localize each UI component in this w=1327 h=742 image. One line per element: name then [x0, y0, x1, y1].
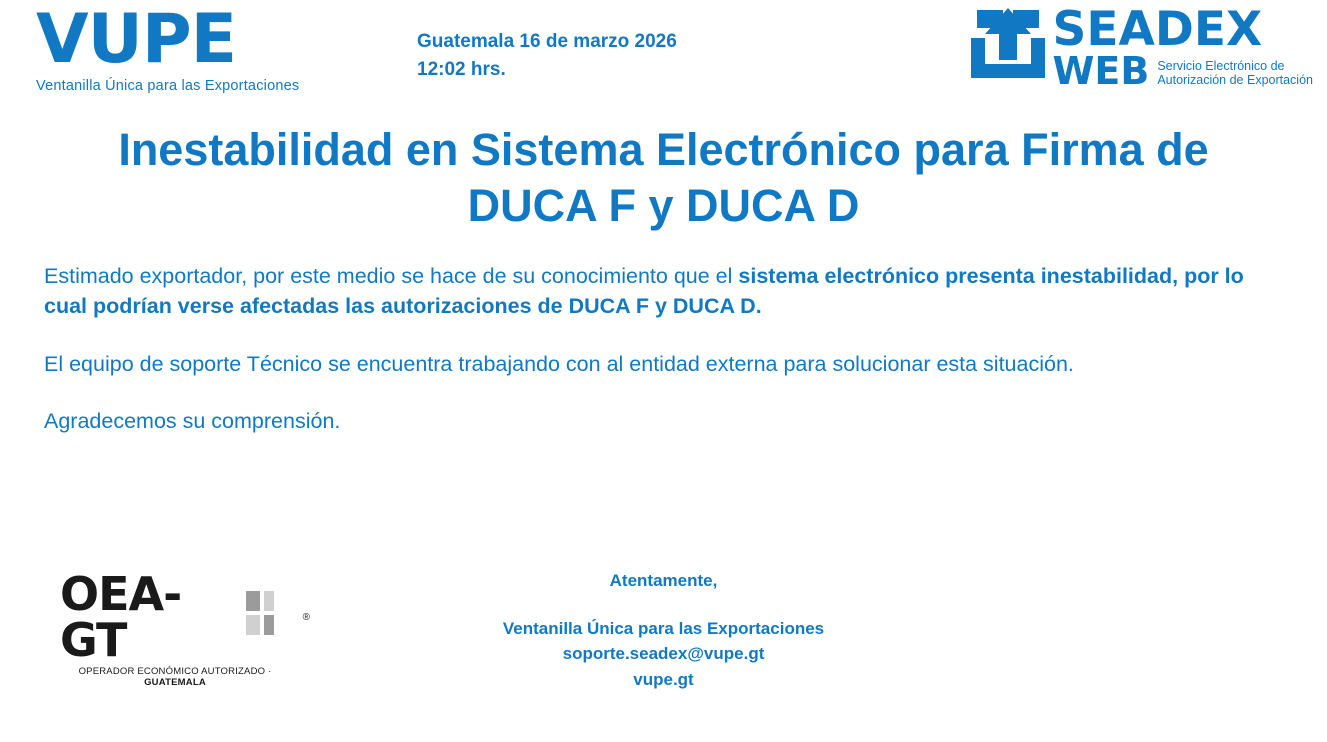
- vupe-logo: [36, 0, 336, 94]
- seadex-tagline: [1157, 59, 1313, 88]
- seadex-web-row: [1052, 48, 1314, 93]
- seadex-wordmark-row: [1052, 2, 1314, 57]
- seadex-tagline-line2: Autorización de Exportación: [1157, 73, 1313, 88]
- seadex-web-word: WEB: [1052, 48, 1150, 93]
- seadex-wordmark: SEADEX: [1052, 2, 1263, 57]
- signature-organization: Ventanilla Única para las Exportaciones: [502, 618, 825, 638]
- signature-email[interactable]: soporte.seadex@vupe.gt: [562, 644, 765, 663]
- announcement-body: [44, 261, 1283, 437]
- page-header: [0, 0, 1327, 108]
- seadex-tagline-line1: Servicio Electrónico de: [1157, 58, 1285, 73]
- oea-wordmark: OEA-GT: [60, 567, 182, 667]
- seadex-text-block: [1052, 2, 1314, 93]
- paragraph-3: Agradecemos su comprensión.: [44, 409, 341, 434]
- signature-salutation: Atentamente,: [609, 571, 718, 590]
- page-title: Inestabilidad en Sistema Electrónico para Firma de DUCA F y DUCA D: [118, 124, 1209, 232]
- page-footer: [0, 567, 1327, 716]
- vupe-wordmark: VUPE: [36, 0, 237, 79]
- paragraph-1: [44, 261, 1283, 322]
- date-line: Guatemala 16 de marzo 2026: [417, 31, 677, 52]
- oea-caption-bold: GUATEMALA: [144, 677, 206, 688]
- signature-website[interactable]: vupe.gt: [633, 669, 694, 689]
- oea-caption-plain: OPERADOR ECONÓMICO AUTORIZADO ·: [78, 666, 272, 677]
- signature-block: [0, 568, 1327, 692]
- paragraph-2: El equipo de soporte Técnico se encuentra trabajando con al entidad externa para solucionar esta situación.: [44, 351, 1074, 376]
- vupe-tagline: Ventanilla Única para las Exportaciones: [36, 78, 300, 94]
- paragraph-1-plain: Estimado exportador, por este medio se hace de su conocimiento que el: [44, 263, 739, 288]
- registered-trademark-icon: ®: [302, 611, 310, 623]
- upload-arrow-icon: [969, 8, 1047, 80]
- time-line: 12:02 hrs.: [417, 58, 506, 80]
- date-block: [417, 28, 677, 83]
- seadex-logo: [969, 2, 1314, 93]
- paragraph-1-bold: sistema electrónico presenta inestabilidad, por lo cual podrían verse afectadas las autorizaciones de DUCA F y DUCA D.: [44, 263, 1244, 319]
